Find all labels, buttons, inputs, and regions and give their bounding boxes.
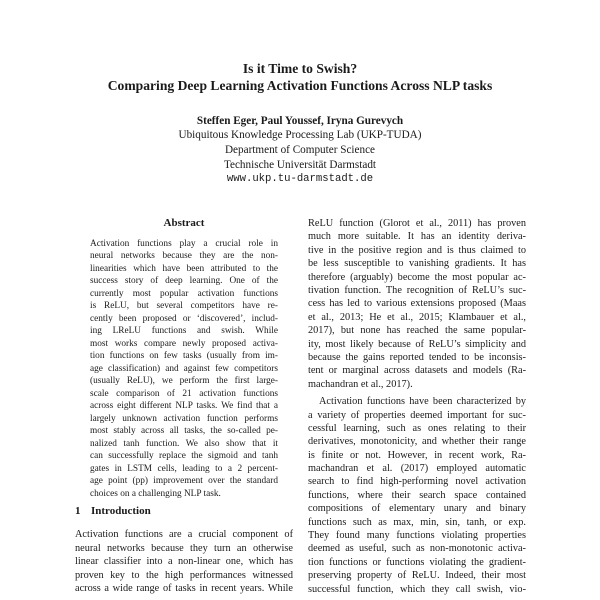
body-line: is finite or not. However, in recent work, Ra- <box>308 449 526 461</box>
abstract-line: (usually ReLU), we perform the first large- <box>90 376 278 387</box>
body-line: ReLU function (Glorot et al., 2011) has proven <box>308 218 526 229</box>
body-line: tion functions or functions violating the gradient- <box>308 556 526 568</box>
abstract-line: most works compare newly proposed activa- <box>90 338 278 349</box>
abstract-line: age point (pp) improvement over the standard <box>90 476 278 487</box>
section-number: 1 <box>75 505 81 517</box>
author-list: Steffen Eger, Paul Youssef, Iryna Gurevych <box>196 115 404 127</box>
abstract-line: cently been proposed or ‘discovered’, includ- <box>90 313 278 324</box>
abstract-line: is ReLU, but several competitors have re- <box>90 301 278 312</box>
section-title: Introduction <box>91 505 151 517</box>
abstract-line: across eight different NLP tasks. We find that a <box>90 401 278 412</box>
title-line-2: Comparing Deep Learning Activation Functions Across NLP tasks <box>107 78 493 93</box>
title-line-1: Is it Time to Swish? <box>242 61 358 76</box>
abstract-heading: Abstract <box>163 217 205 229</box>
body-line: cess has led to various extensions proposed (Maas <box>308 298 526 310</box>
abstract-line: choices on a challenging NLP task. <box>90 488 221 499</box>
body-line: tivation function. The recognition of ReLU’s suc- <box>308 284 526 296</box>
abstract-line: linearities which have been attributed to the <box>90 263 278 274</box>
affiliation-block <box>0 128 600 187</box>
body-line: be less susceptible to vanishing gradients. It has <box>308 258 526 270</box>
body-line: a variety of properties deemed important for suc- <box>308 409 526 421</box>
body-line: linear classifier into a non-linear one, which has <box>75 556 293 568</box>
abstract-line: tion functions on few tasks (usually from im- <box>90 351 278 362</box>
body-line: successful function, which they call swish, vio- <box>308 583 526 595</box>
abstract-line: Activation functions play a crucial role in <box>90 239 278 249</box>
affiliation-lab: Ubiquitous Knowledge Processing Lab (UKP-TUDA) <box>178 129 422 141</box>
body-line: 2017), but none has reached the same popular- <box>308 325 526 337</box>
affiliation-department: Department of Computer Science <box>224 143 376 156</box>
body-line: much more suitable. It has an identity deriva- <box>308 231 526 243</box>
body-line: derivatives, monotonicity, and whether their range <box>308 436 526 448</box>
body-line: compositions of elementary unary and binary <box>308 503 526 515</box>
abstract-line: most stably across all tasks, the so-called pe- <box>90 426 278 437</box>
body-line: ity, most likely because of ReLU’s simplicity and <box>308 338 526 350</box>
affiliation-university: Technische Universität Darmstadt <box>223 158 377 171</box>
abstract-line: neural networks because they are the non- <box>90 251 278 262</box>
abstract-line: nalized tanh function. We also show that it <box>90 438 278 449</box>
body-line: Activation functions are a crucial component of <box>75 529 293 540</box>
body-line: et al., 2013; He et al., 2015; Klambauer et al., <box>308 311 526 323</box>
affiliation-website: www.ukp.tu-darmstadt.de <box>226 173 374 186</box>
body-line: therefore (arguably) become the most popular ac- <box>308 271 526 283</box>
abstract-line: can successfully replace the sigmoid and tanh <box>90 451 278 462</box>
abstract-line: scale comparison of 21 activation functions <box>90 388 278 399</box>
abstract-line: largely unknown activation function performs <box>90 413 278 424</box>
body-line: cessful learning, such as ones relating to their <box>308 422 526 434</box>
body-line: Activation functions have been characterized by <box>319 396 526 408</box>
abstract-line: success story of deep learning. One of the <box>90 276 278 287</box>
body-line: neural networks because they turn an otherwise <box>75 542 293 554</box>
body-line: search to find high-performing novel activation <box>308 476 526 488</box>
section-heading-introduction <box>75 505 151 518</box>
body-line: functions such as max, min, sin, tanh, or exp. <box>308 516 526 528</box>
body-line: deemed as useful, such as non-monotonic activa- <box>308 543 526 555</box>
abstract-line: age classification) and against few competitors <box>90 363 278 374</box>
body-line: machandran et al. (2017) employed automatic <box>308 463 526 475</box>
abstract-line: currently most popular activation functions <box>90 288 278 299</box>
body-line: machandran et al., 2017). <box>308 378 413 390</box>
abstract-line: ing LReLU functions and swish. While <box>90 326 278 337</box>
paper-title <box>0 60 600 94</box>
body-line: tent or marginal across datasets and models (Ra- <box>308 365 526 377</box>
body-line: tive in the positive region and is thus claimed to <box>308 244 526 256</box>
body-line: because the gains reported tended to be inconsis- <box>308 351 526 363</box>
body-line: They found many functions violating properties <box>308 530 526 542</box>
body-line: proven key to the high performances witnessed <box>75 569 293 581</box>
body-line: across a wide range of tasks in recent years. While <box>75 583 293 595</box>
body-line: preserving property of ReLU. Indeed, their most <box>308 570 526 582</box>
abstract-line: gates in LSTM cells, leading to a 2 percent- <box>90 463 278 474</box>
body-line: functions, where their search space contained <box>308 489 526 501</box>
